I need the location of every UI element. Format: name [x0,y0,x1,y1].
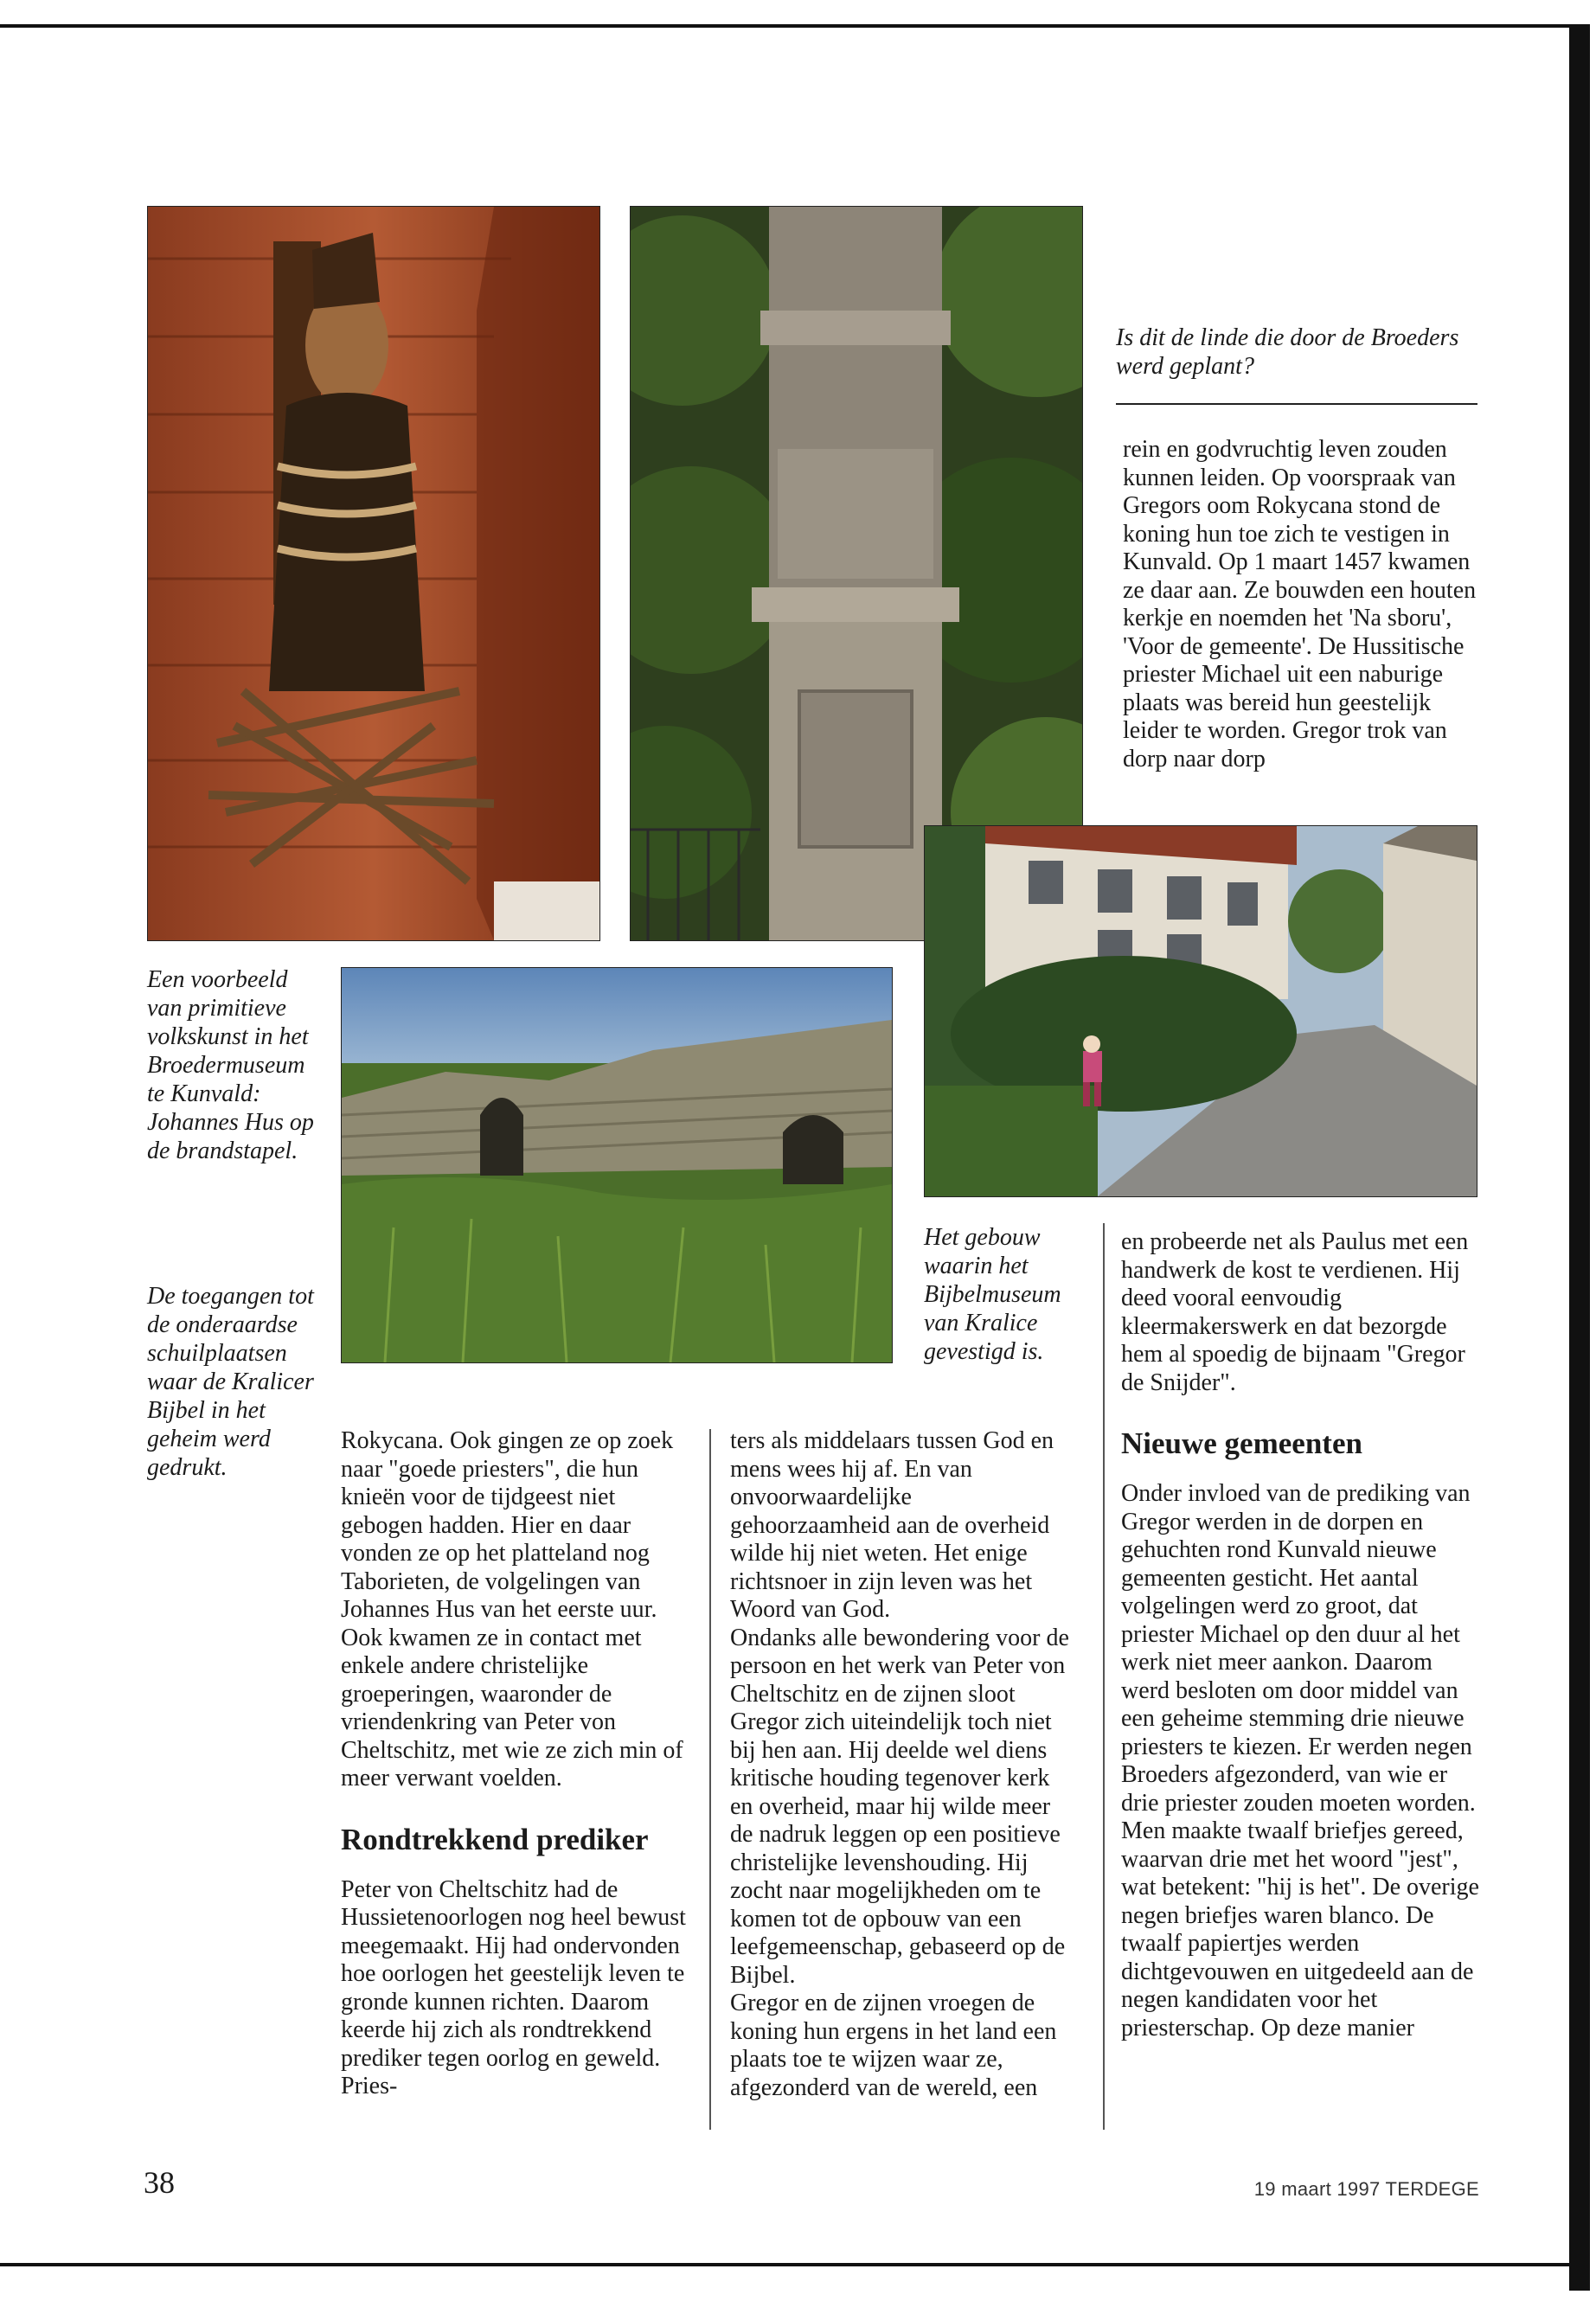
paragraph: Rokycana. Ook gingen ze op zoek naar "goede priesters", die hun knieën voor de tijdgeest niet gebogen hadden. Hier en daar vonden ze op het platteland nog Taborieten, de volgelingen van Johannes Hus van het eerste uur. Ook kwamen ze in contact met enkele andere christelijke groeperingen, waaronder de vriendenkring van Peter von Cheltschitz, met wie ze zich min of meer verwant voelden. [341,1427,683,1791]
page-number: 38 [144,2165,175,2200]
paragraph: en probeerde net als Paulus met een handwerk de kost te verdienen. Hij deed vooral eenvoudig kleermakerswerk en dat bezorgde hem al spoedig de bijnaam "Gregor de Snijder". [1121,1228,1469,1396]
top-rule [0,24,1573,28]
caption-hus-statue: Een voorbeeld van primitieve volkskunst in het Broedermuseum te Kunvald: Johannes Hus op de brandstapel. [147,966,314,1164]
paragraph: ters als middelaars tussen God en mens wees hij af. En van onvoorwaardelijke gehoorzaamheid aan de overheid wilde hij niet weten. Het enige richtsnoer in zijn leven was het Woord van God. [730,1427,1054,1623]
heading-rondtrekkend-prediker: Rondtrekkend prediker [341,1822,649,1856]
text-column-3 [1121,1228,1480,2042]
caption-schuilplaatsen: De toegangen tot de onderaardse schuilplaatsen waar de Kralicer Bijbel in het geheim werd gedrukt. [147,1283,314,1481]
photo-ruins [341,967,893,1363]
photo-museum-building [924,825,1477,1197]
photo-hus-statue [147,206,600,941]
paragraph: Gregor en de zijnen vroegen de koning hun ergens in het land een plaats toe te wijzen waar ze, afgezonderd van de wereld, een [730,1990,1057,2101]
heading-nieuwe-gemeenten: Nieuwe gemeenten [1121,1426,1362,1460]
right-border [1569,24,1590,2291]
caption-museum-building: Het gebouw waarin het Bijbelmuseum van Kralice gevestigd is. [924,1224,1061,1365]
caption-linde: Is dit de linde die door de Broeders werd geplant? [1116,324,1459,380]
column-divider-2 [1103,1223,1105,2130]
paragraph: Onder invloed van de prediking van Gregor werden in de dorpen en gehuchten rond Kunvald nieuwe gemeenten gesticht. Het aantal volgelingen werd zo groot, dat priester Michael op den duur al het werk niet meer aankon. Daarom werd besloten om door middel van een geheime stemming drie nieuwe priesters te kiezen. Er werden negen Broeders afgezonderd, van wie er drie priester zouden moeten worden. Men maakte twaalf briefjes gereed, waarvan drie met het woord "jest", wat betekent: "hij is het". De overige negen briefjes waren blanco. De twaalf papiertjes werden dichtgevouwen en uitgedeeld aan de negen kandidaten voor het priesterschap. Op deze manier [1121,1480,1479,2041]
text-column-1 [341,1427,687,2101]
bottom-rule [0,2263,1573,2266]
paragraph: rein en godvruchtig leven zouden kunnen leiden. Op voorspraak van Gregors oom Rokycana stond de koning hun toe zich te vestigen in Kunvald. Op 1 maart 1457 kwamen ze daar aan. Ze bouwden een houten kerkje en noemden het 'Na sboru', 'Voor de gemeente'. De Hussitische priester Michael uit een naburige plaats was bereid hun geestelijk leider te worden. Gregor trok van dorp naar dorp [1123,436,1477,772]
issue-date: 19 maart 1997 TERDEGE [1253,2178,1479,2200]
caption-rule [1116,403,1477,405]
paragraph: Ondanks alle bewondering voor de persoon en het werk van Peter von Cheltschitz en de zijnen sloot Gregor zich uiteindelijk toch niet bij hen aan. Hij deelde wel diens kritische houding tegenover kerk en overheid, maar hij wilde meer de nadruk leggen op een positieve christelijke levenshouding. Hij zocht naar mogelijkheden om te komen tot de opbouw van een leefgemeenschap, gebaseerd op de Bijbel. [730,1624,1069,1989]
paragraph: Peter von Cheltschitz had de Hussietenoorlogen nog heel bewust meegemaakt. Hij had ondervonden hoe oorlogen het geestelijk leven te gronde kunnen richten. Daarom keerde hij zich als rondtrekkend prediker tegen oorlog en geweld. Pries- [341,1875,686,2099]
text-top-right [1123,436,1477,773]
column-divider-1 [709,1429,711,2130]
text-column-2 [730,1427,1076,2102]
